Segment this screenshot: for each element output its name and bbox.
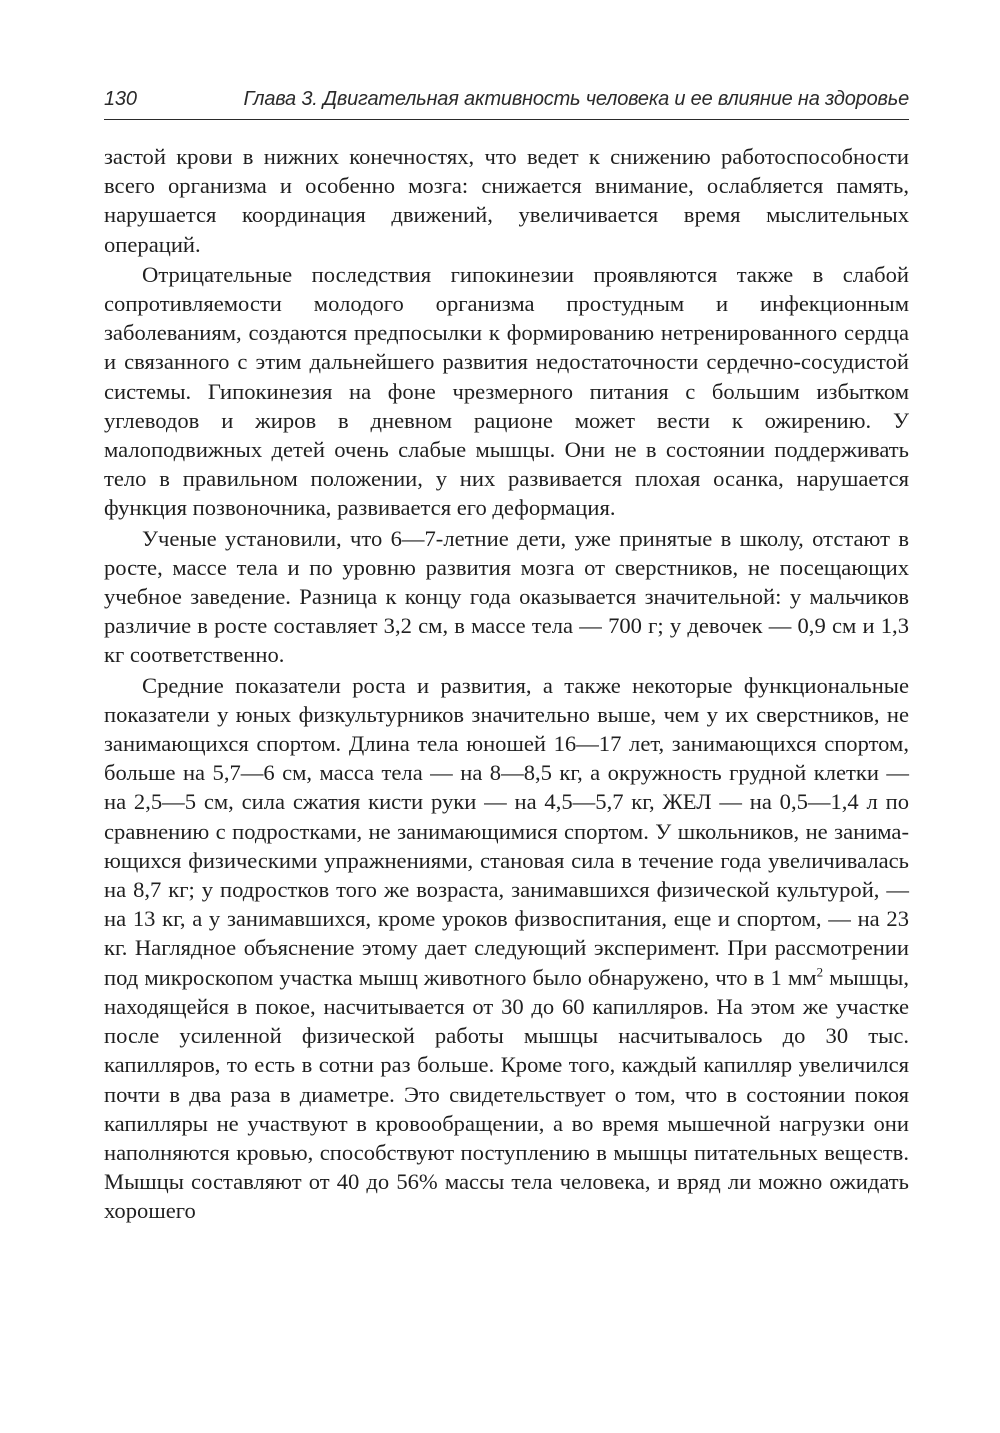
book-page [104,88,909,1227]
paragraph-4-part-2: мышцы, находящейся в покое, насчитывается от 30 до 60 капилляров. На этом же участке после усиленной физической работы мышцы насчитывалось до 30 тыс. капилляров, то есть в сотни раз больше. Кроме того, каждый капилляр увеличился почти в два раза в диаметре. Это свидетельствует о том, что в состоянии покоя капилляры не участвуют в кровообращении, а во время мышечной нагрузки они наполняются кровью, способствуют поступлению в мышцы питательных веществ. Мышцы составляют от 40 до 56% массы тела человека, и вряд ли можно ожидать хорошего [104,964,909,1224]
body-text [104,142,909,1226]
paragraph-4-part-1: Средние показатели роста и развития, а также некоторые функциональные показатели у юных физкультурников значительно выше, чем у их сверстников, не занимающихся спортом. Длина тела юношей 16—17 лет, занимающихся спортом, больше на 5,7—6 см, масса тела — на 8—8,5 кг, а окружность грудной клетки — на 2,5—5 см, сила сжатия кисти руки — на 4,5—5,7 кг, ЖЕЛ — на 0,5—1,4 л по сравнению с подростками, не занимающимися спортом. У школьников, не занимающихся физическими упражнениями, становая сила в течение года увеличивалась на 8,7 кг; у подростков того же возраста, занимавшихся физической культурой, — на 13 кг, а у занимавшихся, кроме уроков физвоспитания, еще и спортом, — на 23 кг. Наглядное объяснение этому дает следующий эксперимент. При рассмотрении под микроскопом участка мышц животного было обнаружено, что в 1 мм [104,672,909,990]
paragraph-1: застой крови в нижних конечностях, что ведет к снижению работоспособности всего организма и особенно мозга: снижается внимание, ослабляется память, нарушается координация движений, увеличивается время мыслительных операций. [104,144,909,257]
page-number: 130 [104,88,137,110]
paragraph-4 [104,671,909,1226]
chapter-title: Глава 3. Двигательная активность человека и ее влияние на здоровье [243,88,909,110]
superscript-squared: 2 [816,964,824,980]
paragraph-3: Ученые установили, что 6—7-летние дети, уже принятые в школу, отстают в росте, массе тела и по уровню развития мозга от сверстников, не посещающих учебное заведение. Разница к концу года оказывается значительной: у мальчиков различие в росте составляет 3,2 см, в массе тела — 700 г; у девочек — 0,9 см и 1,3 кг соответственно. [104,525,909,668]
running-header [104,88,909,120]
paragraph-2: Отрицательные последствия гипокинезии проявляются также в слабой сопротивляемости молодого организма простудным и инфекционным заболеваниям, создаются предпосылки к формированию нетренированного сердца и связанного с этим дальнейшего развития недостаточности сердечно-сосудистой системы. Гипокинезия на фоне чрезмерного питания с большим избытком углеводов и жиров в дневном рационе может вести к ожирению. У малоподвижных детей очень слабые мышцы. Они не в состоянии поддерживать тело в правильном положении, у них развивается плохая осанка, нарушается функция позвоночника, развивается его деформация. [104,261,909,521]
